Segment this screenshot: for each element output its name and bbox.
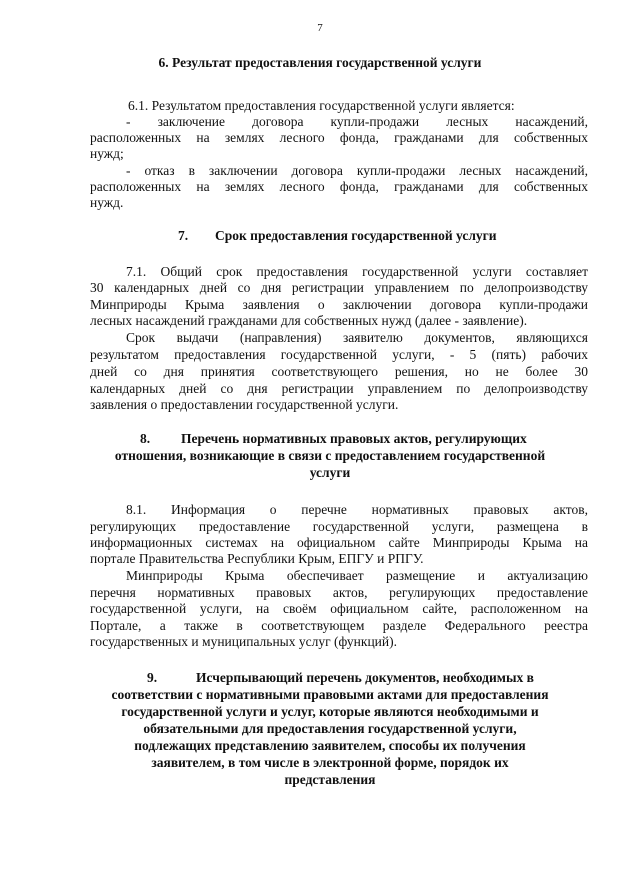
section-9-heading-line: заявителем, в том числе в электронной форме, порядок их (151, 755, 509, 770)
paragraph-line: 6.1. Результатом предоставления государственной услуги является: (128, 98, 515, 113)
section-9-heading-line: государственной услуги и услуг, которые являются необходимыми и (121, 704, 539, 719)
paragraph-line: расположенных на землях лесного фонда, гражданами для собственных (90, 179, 588, 194)
paragraph-line: расположенных на землях лесного фонда, гражданами для собственных (90, 130, 588, 145)
paragraph-line: государственной услуги, на своём официальном сайте, расположенном на (90, 601, 588, 616)
paragraph-line: портале Правительства Республики Крым, ЕПГУ и РПГУ. (90, 551, 424, 566)
paragraph-line: Минприроды Крыма заявления о заключении договора купли-продажи (90, 297, 588, 312)
paragraph-line: - отказ в заключении договора купли-продажи лесных насаждений, (126, 163, 588, 178)
paragraph-line: результатом предоставления государственной услуги, - 5 (пять) рабочих (90, 347, 588, 362)
paragraph-line: нужд; (90, 146, 124, 161)
section-8-heading-line: услуги (309, 465, 351, 480)
section-7-heading: Срок предоставления государственной услуги (215, 228, 497, 243)
paragraph-line: Срок выдачи (направления) заявителю документов, являющихся (126, 330, 588, 345)
section-9-heading-line: соответствии с нормативными правовыми актами для предоставления (111, 687, 549, 702)
section-8-heading-line: Перечень нормативных правовых актов, регулирующих (181, 431, 527, 446)
paragraph-line: 30 календарных дней со дня регистрации управлением по делопроизводству (90, 280, 588, 295)
paragraph-line: 8.1. Информация о перечне нормативных правовых актов, (126, 502, 588, 517)
paragraph-line: нужд. (90, 195, 124, 210)
section-9-heading-line: Исчерпывающий перечень документов, необходимых в (196, 670, 534, 685)
paragraph-line: дней со дня принятия соответствующего решения, но не более 30 (90, 364, 588, 379)
paragraph-line: Минприроды Крыма обеспечивает размещение и актуализацию (126, 568, 588, 583)
paragraph-line: Портале, а также в соответствующем разделе Федерального реестра (90, 618, 588, 633)
paragraph-line: 7.1. Общий срок предоставления государственной услуги составляет (126, 264, 588, 279)
paragraph-line: информационных системах на официальном сайте Минприроды Крыма на (90, 535, 588, 550)
section-9-heading-line: представления (284, 772, 376, 787)
paragraph-line: перечня нормативных правовых актов, регулирующих предоставление (90, 585, 588, 600)
section-9-heading-line: обязательными для предоставления государственной услуги, (143, 721, 517, 736)
paragraph-line: - заключение договора купли-продажи лесных насаждений, (126, 114, 588, 129)
paragraph-line: регулирующих предоставление государственной услуги, размещена в (90, 519, 588, 534)
section-8-heading-line: отношения, возникающие в связи с предоставлением государственной (114, 448, 546, 463)
paragraph-line: лесных насаждений гражданами для собственных нужд (далее - заявление). (90, 313, 528, 328)
page-number: 7 (317, 22, 323, 34)
section-8-number: 8. (140, 431, 151, 446)
paragraph-line: государственных и муниципальных услуг (функций). (90, 634, 397, 649)
section-6-heading: 6. Результат предоставления государственной услуги (158, 55, 482, 70)
section-9-number: 9. (147, 670, 158, 685)
section-9-heading-line: подлежащих представлению заявителем, способы их получения (134, 738, 526, 753)
paragraph-line: календарных дней со дня регистрации управлением по делопроизводству (90, 381, 588, 396)
section-7-number: 7. (178, 228, 189, 243)
paragraph-line: заявления о предоставлении государственной услуги. (90, 397, 399, 412)
